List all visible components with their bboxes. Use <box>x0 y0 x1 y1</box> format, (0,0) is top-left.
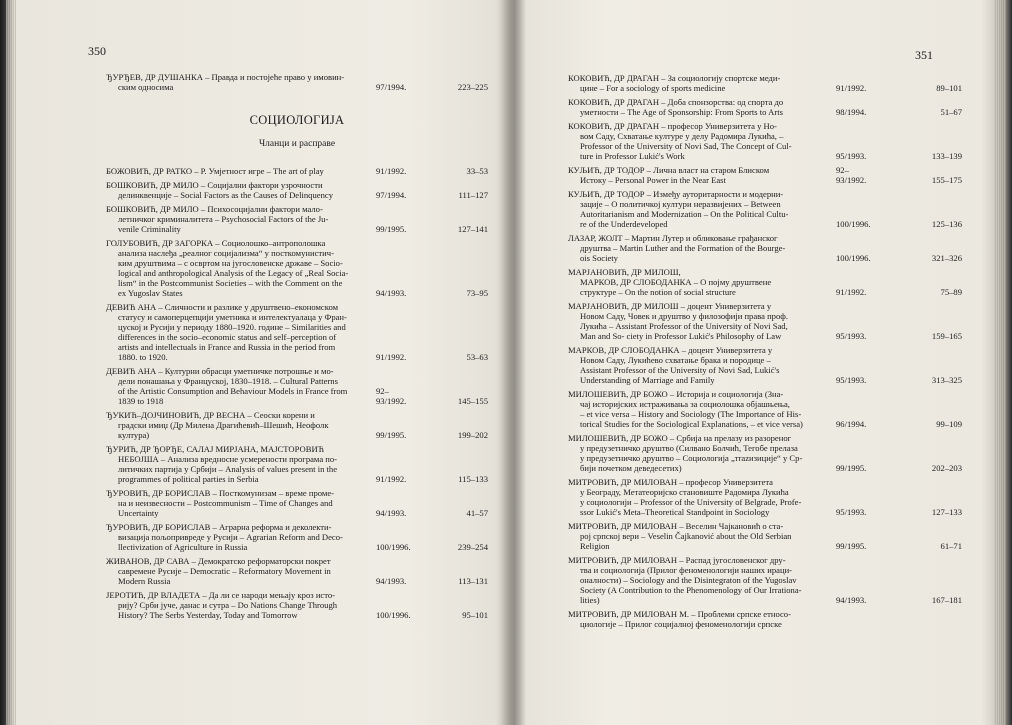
entry-line: Новом Саду, Човек и друштво у филозофији права проф. <box>580 311 788 321</box>
index-entry <box>106 166 488 176</box>
left-top-entries <box>106 72 488 96</box>
entry-text <box>568 301 816 341</box>
entry-line: ЂУРОВИЋ, ДР БОРИСЛАВ – Посткомунизам – време проме- <box>106 488 335 498</box>
entry-year-issue: 99/1995. <box>836 463 867 473</box>
entry-pages: 95–101 <box>462 610 488 620</box>
index-entry <box>106 444 488 484</box>
section-title: СОЦИОЛОГИЈА <box>249 113 345 127</box>
entry-pages: 111–127 <box>458 190 488 200</box>
entry-line: у Београду, Метатеоријско становиште Радомира Лукића <box>580 487 789 497</box>
entry-line: llectivization of Agriculture in Russia <box>118 542 248 552</box>
entry-line: БОЖОВИЋ, ДР РАТКО – Р. Умјетност игре – The art of play <box>106 166 324 176</box>
entry-text <box>106 410 361 440</box>
entry-line: бији почетком деведесетих) <box>580 463 682 473</box>
entry-text <box>568 477 816 517</box>
entry-pages: 61–71 <box>940 541 962 551</box>
entry-line: тва и социологија (Прилог феноменологији наших ираци- <box>580 565 793 575</box>
entry-text <box>568 555 816 605</box>
entry-pages: 73–95 <box>466 288 488 298</box>
entry-pages: 155–175 <box>931 175 962 185</box>
entry-line: artists and intellectuals in France and Russia in the period from <box>118 342 336 352</box>
entry-pages: 321–326 <box>931 253 962 263</box>
entry-line: вом Саду, Схватање културе у делу Радомира Лукића, – <box>580 131 784 141</box>
entry-line: – et vice versa – History and Sociology (The Importance of His- <box>580 409 802 419</box>
entry-line: ЂУРИЋ, ДР ЂОРЂЕ, САЛАЈ МИРЈАНА, МАЈСТОРОВИЋ <box>106 444 325 454</box>
index-entry <box>568 433 962 473</box>
entry-line: ским односима <box>118 82 174 92</box>
index-entry <box>106 180 488 200</box>
entry-line: оналности) – Sociology and the Disintegraton of the Yugoslav <box>580 575 797 585</box>
section-subtitle: Чланци и расправе <box>258 139 336 149</box>
entry-pages: 223–225 <box>457 82 488 92</box>
entry-year-issue: 100/1996. <box>376 542 411 552</box>
entry-line: ex Yugoslav States <box>118 288 183 298</box>
index-entry <box>568 521 962 551</box>
entry-line: lism“ in the Postcommunist Societies – with the Comment on the <box>118 278 343 288</box>
entry-line: of the Artistic Consumption and Behaviour Models in France from <box>118 386 348 396</box>
entry-text <box>106 444 361 484</box>
entry-line: зације – О политичкој култури неразвијених – Between <box>580 199 781 209</box>
entry-text <box>568 233 816 263</box>
entry-line: ture in Professor Lukić's Work <box>580 151 685 161</box>
entry-year-issue: 100/1996. <box>836 219 871 229</box>
entry-year-issue: 92–93/1992. <box>376 386 407 406</box>
entry-line: рију? Срби јуче, данас и сутра – Do Nations Change Through <box>118 600 338 610</box>
entry-line: савремене Русије – Democratic – Reformatory Movement in <box>118 566 331 576</box>
entry-text <box>106 238 361 298</box>
entry-year-issue: 95/1993. <box>836 151 867 161</box>
entry-line: Assistant Professor of the University of Novi Sad, Lukić's <box>580 365 780 375</box>
entry-line: re of the Underdeveloped <box>580 219 668 229</box>
entry-line: чај историјских истраживања за социолошка објашњења, <box>580 399 790 409</box>
left-page <box>0 0 505 725</box>
entry-line: у предузетничко друштво (Силвано Болчић, Тегобе прелаза <box>580 443 798 453</box>
index-entry <box>106 556 488 586</box>
entry-line: на и неизвесности – Postcommunism – Time of Changes and <box>118 498 333 508</box>
index-entry <box>106 238 488 298</box>
entry-year-issue: 91/1992. <box>836 83 867 93</box>
entry-line: цуској и Русији у периоду 1880–1920. године – Similarities and <box>118 322 346 332</box>
entry-year-issue: 99/1995. <box>376 430 407 440</box>
entry-line: ЈЕРОТИЋ, ДР ВЛАДЕТА – Да ли се народи мењају кроз исто- <box>106 590 336 600</box>
entry-line: литичких партија у Србији – Analysis of values present in the <box>118 464 338 474</box>
entry-year-issue: 97/1994. <box>376 190 407 200</box>
entry-pages: 113–131 <box>458 576 488 586</box>
entry-line: programmes of political parties in Serbia <box>118 474 259 484</box>
entry-line: ssor Lukić's Meta–Theoretical Standpoint in Sociology <box>580 507 770 517</box>
entry-line: БОШКОВИЋ, ДР МИЛО – Психосоцијални фактори мало- <box>106 204 323 214</box>
entry-year-issue: 91/1992. <box>376 352 407 362</box>
index-entry <box>106 302 488 362</box>
entry-pages: 199–202 <box>457 430 488 440</box>
entry-line: КОКОВИЋ, ДР ДРАГАН – професор Универзитета у Но- <box>568 121 777 131</box>
entry-pages: 51–67 <box>940 107 962 117</box>
entry-line: МАРЈАНОВИЋ, ДР МИЛОШ – доцент Универзитета у <box>568 301 772 311</box>
entry-pages: 53–63 <box>466 352 488 362</box>
entry-year-issue: 94/1993. <box>376 576 407 586</box>
entry-line: Лукића – Assistant Professor of the University of Novi Sad, <box>580 321 788 331</box>
entry-line: МАРКОВ, ДР СЛОБОДАНКА – О појму друштвене <box>580 277 772 287</box>
entry-line: циологије – Прилог социјалној феноменологији српске <box>580 619 782 629</box>
right-entries <box>568 73 962 633</box>
entry-text <box>106 366 361 406</box>
entry-line: lities) <box>580 595 600 605</box>
entry-line: ЂУРЂЕВ, ДР ДУШАНКА – Правда и постојеће право у имовин- <box>106 72 345 82</box>
entry-pages: 239–254 <box>457 542 488 552</box>
entry-text <box>106 590 361 620</box>
entry-line: 1880. to 1920. <box>118 352 168 362</box>
entry-line: рој српској вери – Veselin Čajkanović about the Old Serbian <box>580 531 792 541</box>
entry-pages: 33–53 <box>466 166 488 176</box>
entry-line: ЛАЗАР, ЖОЛТ – Мартин Лутер и обликовање грађанског <box>568 233 778 243</box>
entry-pages: 202–203 <box>931 463 962 473</box>
entry-line: ЂУКИЋ–ДОЈЧИНОВИЋ, ДР ВЕСНА – Сеоски корени и <box>106 410 315 420</box>
entry-pages: 145–155 <box>457 396 488 406</box>
entry-line: МАРЈАНОВИЋ, ДР МИЛОШ, <box>568 267 681 277</box>
entry-line: Uncertainty <box>118 508 159 518</box>
entry-text <box>568 189 816 229</box>
index-entry <box>568 233 962 263</box>
entry-year-issue: 98/1994. <box>836 107 867 117</box>
entry-line: differences in the socio–economic status and self–perception of <box>118 332 337 342</box>
entry-line: logical and anthropological Analysis of the Legacy of „Real Socia- <box>118 268 349 278</box>
entry-year-issue: 99/1995. <box>836 541 867 551</box>
entry-year-issue: 94/1993. <box>376 508 407 518</box>
entry-line: Professor of the University of Novi Sad, The Concept of Cul- <box>580 141 792 151</box>
index-entry <box>106 488 488 518</box>
entry-line: ЂУРОВИЋ, ДР БОРИСЛАВ – Аграрна реформа и деколекти- <box>106 522 332 532</box>
page-number-left: 350 <box>88 44 106 58</box>
entry-year-issue: 91/1992. <box>376 166 407 176</box>
index-entry <box>106 72 488 92</box>
entry-line: Society (A Contribution to the Phenomenology of Our Irrationa- <box>580 585 802 595</box>
entry-pages: 115–133 <box>458 474 488 484</box>
entry-line: КУЉИЋ, ДР ТОДОР – Лична власт на старом Блиском <box>568 165 770 175</box>
entry-line: култура) <box>118 430 150 440</box>
entry-line: ГОЛУБОВИЋ, ДР ЗАГОРКА – Социолошко–антрополошка <box>106 238 326 248</box>
entry-text <box>568 267 816 297</box>
entry-pages: 133–139 <box>931 151 962 161</box>
entry-pages: 127–141 <box>457 224 488 234</box>
entry-text <box>106 522 361 552</box>
entry-line: БОШКОВИЋ, ДР МИЛО – Социјални фактори узрочности <box>106 180 323 190</box>
entry-line: Man and So- ciety in Professor Lukić's Philosophy of Law <box>580 331 782 341</box>
entry-pages: 125–136 <box>931 219 962 229</box>
entry-year-issue: 95/1993. <box>836 507 867 517</box>
entry-line: МИЛОШЕВИЋ, ДР БОЖО – Србија на прелазу из разореног <box>568 433 792 443</box>
index-entry <box>568 165 962 185</box>
entry-text <box>106 204 361 234</box>
entry-line: друштва – Martin Luther and the Formation of the Bourge- <box>580 243 786 253</box>
entry-line: цине – For a sociology of sports medicine <box>580 83 726 93</box>
entry-line: уметности – The Age of Sponsorship: From Sports to Arts <box>580 107 783 117</box>
index-entry <box>106 366 488 406</box>
entry-line: torical Studies for the Sociological Explanations, – et vice versa) <box>580 419 803 429</box>
entry-line: ois Society <box>580 253 618 263</box>
entry-line: у предузетничко друштво – Социологија „тrazизиције“ у Ср- <box>580 453 803 463</box>
entry-line: Understanding of Marriage and Family <box>580 375 715 385</box>
entry-line: ДЕВИЋ АНА – Културни обрасци уметничке потрошње и мо- <box>106 366 334 376</box>
entry-line: Autoritarianism and Modernization – On the Political Cultu- <box>580 209 789 219</box>
entry-year-issue: 95/1993. <box>836 331 867 341</box>
entry-line: Истоку – Personal Power in the Near East <box>580 175 726 185</box>
entry-line: 1839 to 1918 <box>118 396 164 406</box>
index-entry <box>568 477 962 517</box>
entry-pages: 127–133 <box>931 507 962 517</box>
entry-line: градски имиџ (Др Милена Драгићевић–Шешић, Неофолк <box>118 420 329 430</box>
entry-pages: 41–57 <box>466 508 488 518</box>
entry-year-issue: 95/1993. <box>836 375 867 385</box>
entry-line: ДЕВИЋ АНА – Сличности и разлике у друштвено–економском <box>106 302 339 312</box>
index-entry <box>568 121 962 161</box>
entry-year-issue: 91/1992. <box>836 287 867 297</box>
entry-line: МАРКОВ, ДР СЛОБОДАНКА – доцент Универзитета у <box>568 345 773 355</box>
entry-year-issue: 96/1994. <box>836 419 867 429</box>
entry-line: МИТРОВИЋ, ДР МИЛОВАН – Веселин Чајкановић о ста- <box>568 521 784 531</box>
entry-text <box>106 556 361 586</box>
entry-text <box>568 73 816 93</box>
right-page <box>520 0 1012 725</box>
entry-line: летничког криминалитета – Psychosocial Factors of the Ju- <box>118 214 329 224</box>
entry-line: статусу и самоперцепцији уметника и интелектуалаца у Фран- <box>118 312 347 322</box>
index-entry <box>568 555 962 605</box>
entry-text <box>568 97 816 117</box>
entry-line: МИТРОВИЋ, ДР МИЛОВАН М. – Проблеми српске етносо- <box>568 609 791 619</box>
entry-pages: 159–165 <box>931 331 962 341</box>
index-entry <box>106 410 488 440</box>
entry-line: ким друштвима – с освртом на југословенске државе – Socio- <box>118 258 343 268</box>
index-entry <box>106 590 488 620</box>
entry-line: МИТРОВИЋ, ДР МИЛОВАН – професор Универзитета <box>568 477 773 487</box>
index-entry <box>568 189 962 229</box>
entry-text <box>106 166 361 176</box>
entry-line: History? The Serbs Yesterday, Today and Tomorrow <box>118 610 298 620</box>
entry-pages: 167–181 <box>931 595 962 605</box>
entry-line: ЖИВАНОВ, ДР САВА – Демократско реформаторски покрет <box>106 556 331 566</box>
entry-line: venile Criminality <box>118 224 181 234</box>
entry-pages: 75–89 <box>940 287 962 297</box>
entry-year-issue: 100/1996. <box>836 253 871 263</box>
entry-line: НЕБОЈША – Анализа вредносне усмерености програма по- <box>118 454 338 464</box>
index-entry <box>568 389 962 429</box>
index-entry <box>568 301 962 341</box>
entry-line: дели понашања у Француској, 1830–1918. – Cultural Patterns <box>118 376 338 386</box>
index-entry <box>568 73 962 93</box>
entry-year-issue: 94/1993. <box>836 595 867 605</box>
entry-line: Modern Russia <box>118 576 171 586</box>
index-entry <box>568 267 962 297</box>
index-entry <box>568 345 962 385</box>
entry-text <box>568 165 816 185</box>
entry-line: МИЛОШЕВИЋ, ДР БОЖО – Историја и социологија (Зна- <box>568 389 784 399</box>
entry-text <box>568 433 816 473</box>
entry-text <box>568 389 816 429</box>
entry-text <box>106 488 361 518</box>
entry-line: КОКОВИЋ, ДР ДРАГАН – Доба спонзорства: од спорта до <box>568 97 784 107</box>
entry-text <box>568 609 816 629</box>
left-entries <box>106 166 488 624</box>
entry-year-issue: 97/1994. <box>376 82 407 92</box>
entry-year-issue: 91/1992. <box>376 474 407 484</box>
index-entry <box>568 609 816 629</box>
entry-year-issue: 100/1996. <box>376 610 411 620</box>
entry-text <box>568 121 816 161</box>
entry-line: анализа наслеђа „реалног социјализма“ у посткомунистич- <box>118 248 334 258</box>
entry-text <box>106 180 361 200</box>
entry-pages: 99–109 <box>936 419 962 429</box>
entry-line: делинквенције – Social Factors as the Causes of Delinquency <box>118 190 334 200</box>
entry-pages: 313–325 <box>931 375 962 385</box>
entry-text <box>568 521 816 551</box>
entry-text <box>568 345 816 385</box>
entry-line: КОКОВИЋ, ДР ДРАГАН – За социологију спортске меди- <box>568 73 781 83</box>
entry-line: Новом Саду, Лукићево схватање брака и породице – <box>580 355 771 365</box>
entry-text <box>106 302 361 362</box>
entry-line: МИТРОВИЋ, ДР МИЛОВАН – Распад југословенског дру- <box>568 555 786 565</box>
index-entry <box>106 522 488 552</box>
entry-year-issue: 94/1993. <box>376 288 407 298</box>
entry-line: структуре – On the notion of social structure <box>580 287 736 297</box>
entry-year-issue: 99/1995. <box>376 224 407 234</box>
entry-line: КУЉИЋ, ДР ТОДОР – Између ауторитарности и модерни- <box>568 189 784 199</box>
entry-year-issue: 92–93/1992. <box>836 165 867 185</box>
entry-line: визација пољопривреде у Русији – Agrarian Reform and Deco- <box>118 532 343 542</box>
entry-line: у социологији – Professor of the University of Belgrade, Profe- <box>580 497 802 507</box>
index-entry <box>568 97 962 117</box>
index-entry <box>106 204 488 234</box>
entry-pages: 89–101 <box>936 83 962 93</box>
entry-text <box>106 72 361 92</box>
page-number-right: 351 <box>915 48 933 62</box>
entry-line: Religion <box>580 541 610 551</box>
